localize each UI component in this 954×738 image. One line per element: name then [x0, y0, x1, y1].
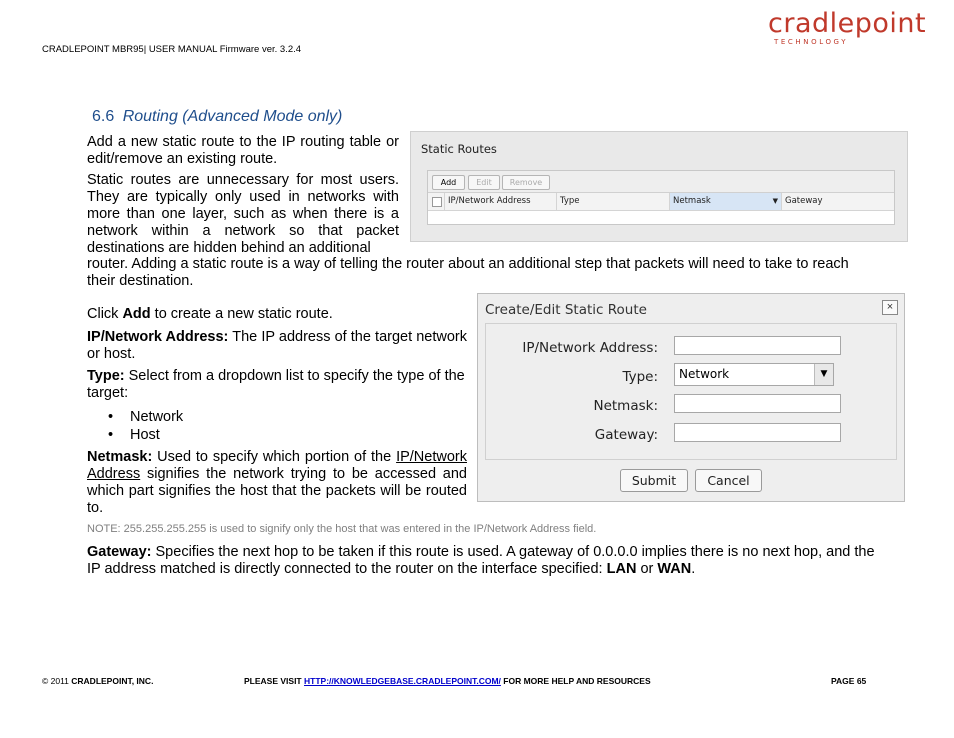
- type-label: Type:: [622, 369, 658, 385]
- select-all-checkbox[interactable]: [432, 197, 442, 207]
- ip-address-input[interactable]: [674, 336, 841, 355]
- page-number: PAGE 65: [831, 676, 867, 686]
- gateway-label: Gateway:: [594, 427, 658, 443]
- column-gateway[interactable]: Gateway: [781, 193, 894, 210]
- static-routes-header-row: [428, 193, 894, 211]
- intro-paragraph: Add a new static route to the IP routing table or edit/remove an existing route.: [87, 134, 399, 167]
- cancel-button[interactable]: Cancel: [695, 469, 762, 492]
- section-heading: [92, 108, 342, 126]
- logo-text: cradlepoint: [768, 8, 927, 39]
- list-item: • Network: [108, 408, 183, 426]
- type-options-list: [108, 408, 183, 444]
- gateway-description: Gateway: Specifies the next hop to be taken if this route is used. A gateway of 0.0.0.0 implies there is no next hop, and the IP address matched is directly connected to the router on the interface specified: LAN or WAN.: [87, 544, 875, 577]
- ip-address-term: IP/Network Address:: [87, 329, 229, 345]
- footer-visit: PLEASE VISIT HTTP://KNOWLEDGEBASE.CRADLEPOINT.COM/ FOR MORE HELP AND RESOURCES: [244, 676, 651, 686]
- wan-keyword: WAN: [657, 561, 692, 577]
- static-routes-toolbar: [428, 171, 894, 193]
- static-routes-paragraph-b: router. Adding a static route is a way of telling the router about an additional step that packets will need to take to reach their destination.: [87, 256, 849, 289]
- click-add-paragraph: Click Add to create a new static route.: [87, 306, 333, 322]
- remove-button[interactable]: Remove: [502, 175, 550, 190]
- lan-keyword: LAN: [606, 561, 637, 577]
- netmask-input[interactable]: [674, 394, 841, 413]
- close-icon[interactable]: ×: [882, 300, 898, 315]
- dialog-form: [485, 323, 897, 460]
- type-selected-value: Network: [679, 367, 730, 381]
- logo-subtext: TECHNOLOGY: [774, 38, 849, 46]
- cradlepoint-logo: [768, 8, 927, 46]
- static-routes-panel: [410, 131, 908, 242]
- section-title: Routing (Advanced Mode only): [122, 108, 343, 125]
- ip-address-description: IP/Network Address: The IP address of the target network or host.: [87, 329, 468, 362]
- caret-down-icon[interactable]: ▼: [772, 197, 778, 205]
- footer-copyright: © 2011 CRADLEPOINT, INC.: [42, 676, 154, 686]
- type-term: Type:: [87, 368, 125, 384]
- gateway-input[interactable]: [674, 423, 841, 442]
- submit-button[interactable]: Submit: [620, 469, 688, 492]
- netmask-description: Netmask: Used to specify which portion of the IP/Network Address signifies the network trying to be accessed and which part signifies the host that the packets will be routed to.: [87, 449, 467, 516]
- static-routes-paragraph-a: Static routes are unnecessary for most users. They are typically only used in networks with more than one layer, such as when there is a network within a network so that packet destinations are hidden behind an additional: [87, 172, 399, 256]
- column-ip-network-address[interactable]: IP/Network Address: [444, 193, 556, 210]
- add-keyword: Add: [122, 306, 151, 322]
- knowledgebase-link[interactable]: HTTP://KNOWLEDGEBASE.CRADLEPOINT.COM/: [304, 676, 501, 686]
- manual-title: CRADLEPOINT MBR95| USER MANUAL Firmware ver. 3.2.4: [42, 44, 302, 55]
- ip-address-label: IP/Network Address:: [522, 340, 658, 356]
- chevron-down-icon[interactable]: ▼: [814, 364, 833, 385]
- netmask-term: Netmask:: [87, 449, 153, 465]
- edit-button[interactable]: Edit: [468, 175, 500, 190]
- section-number: 6.6: [92, 108, 115, 125]
- add-button[interactable]: Add: [432, 175, 465, 190]
- ip-network-address-underlined: IP/Network Address: [87, 449, 467, 482]
- column-type[interactable]: Type: [556, 193, 669, 210]
- create-edit-dialog: [477, 293, 905, 502]
- static-routes-grid: [427, 170, 895, 225]
- dialog-title: Create/Edit Static Route: [485, 302, 647, 318]
- column-netmask[interactable]: Netmask ▼: [669, 193, 781, 210]
- note-text: NOTE: 255.255.255.255 is used to signify only the host that was entered in the IP/Network Address field.: [87, 523, 597, 535]
- list-item: • Host: [108, 426, 183, 444]
- netmask-label: Netmask:: [593, 398, 658, 414]
- static-routes-title: Static Routes: [421, 142, 497, 156]
- type-description: Type: Select from a dropdown list to specify the type of the target:: [87, 368, 465, 401]
- type-select[interactable]: [674, 363, 834, 386]
- gateway-term: Gateway:: [87, 544, 152, 560]
